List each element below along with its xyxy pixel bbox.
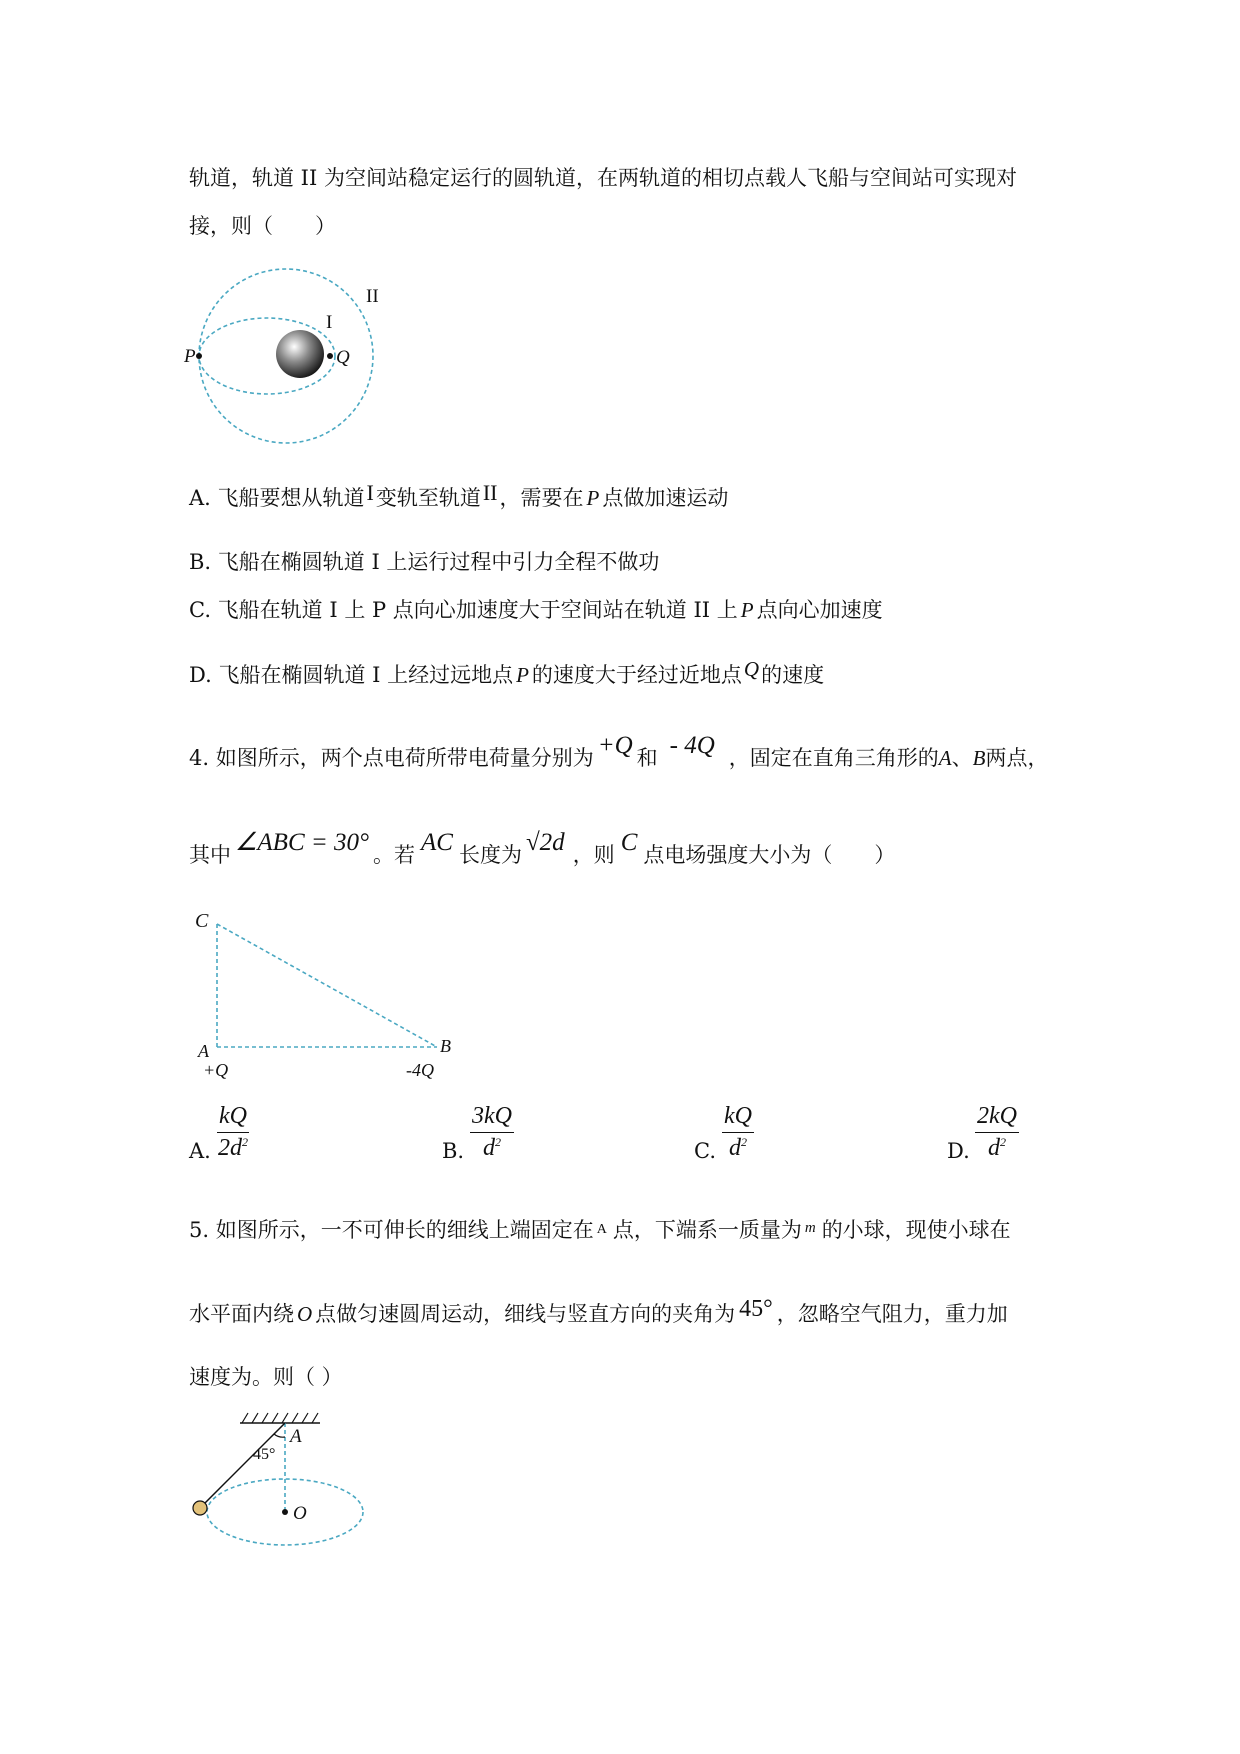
q4-option-a-label: A. bbox=[189, 1139, 211, 1163]
q3-option-d bbox=[189, 657, 825, 687]
q5-stem-s3: 的小球，现使小球在 bbox=[821, 1218, 1011, 1242]
q4-stem-s8: 长度为 bbox=[458, 843, 522, 867]
q5-stem-s5: 点做匀速圆周运动，细线与竖直方向的夹角为 bbox=[315, 1302, 736, 1326]
q4-stem-s6: 其中 bbox=[189, 843, 231, 867]
q4-option-c-fraction bbox=[722, 1103, 754, 1162]
q3-option-c-p: P bbox=[740, 598, 754, 622]
denominator-base: 2d bbox=[217, 1135, 242, 1161]
q5-stem-s6: ，忽略空气阻力，重力加 bbox=[776, 1302, 1008, 1326]
q5-stem-s4: 水平面内绕 bbox=[189, 1302, 294, 1326]
q3-option-c-post: 点向心加速度 bbox=[756, 598, 883, 622]
q4-point-a: A bbox=[938, 746, 952, 770]
q4-charge-2: - 4Q bbox=[669, 732, 715, 759]
q4-stem-line1 bbox=[189, 732, 1049, 770]
triangle-side-cb bbox=[217, 924, 437, 1047]
q5-stem-s1: 5. 如图所示，一不可伸长的细线上端固定在 bbox=[189, 1218, 594, 1242]
q4-stem-s7: 。若 bbox=[373, 843, 415, 867]
q4-stem-s4: 、 bbox=[951, 746, 973, 770]
fraction-numerator: 3kQ bbox=[470, 1103, 514, 1133]
q3-option-a bbox=[189, 480, 729, 510]
angle-label: 45° bbox=[253, 1446, 276, 1463]
q4-stem-s10: 点电场强度大小为（ ） bbox=[643, 843, 896, 867]
center-o-label: O bbox=[293, 1503, 307, 1524]
q4-option-c-label: C. bbox=[694, 1139, 716, 1163]
q3-option-d-mid: 的速度大于经过近地点 bbox=[531, 663, 742, 687]
q5-stem-line2 bbox=[189, 1296, 1008, 1326]
q5-point-o: O bbox=[297, 1302, 313, 1326]
q3-option-a-p: P bbox=[586, 486, 600, 510]
orbit-ii-label: II bbox=[366, 286, 379, 307]
q3-stem-line1: 轨道，轨道 II 为空间站稳定运行的圆轨道，在两轨道的相切点载人飞船与空间站可实现对 bbox=[189, 166, 1017, 190]
q3-option-a-orbit1: I bbox=[366, 480, 374, 505]
q3-option-c-pre: C. 飞船在轨道 I 上 P 点向心加速度大于空间站在轨道 II 上 bbox=[189, 598, 738, 622]
q3-option-a-orbit2: II bbox=[482, 480, 498, 505]
denominator-base: d bbox=[728, 1135, 741, 1161]
point-q-label: Q bbox=[336, 347, 350, 368]
denominator-exponent: 2 bbox=[241, 1135, 248, 1149]
ball bbox=[193, 1501, 207, 1515]
center-o-dot bbox=[282, 1509, 288, 1515]
orbit-i-label: I bbox=[326, 312, 333, 333]
q4-option-b-label: B. bbox=[442, 1139, 465, 1163]
q4-stem-line2 bbox=[189, 829, 896, 867]
point-a-label: A bbox=[290, 1426, 302, 1447]
q3-option-d-post: 的速度 bbox=[761, 663, 825, 687]
point-p-dot bbox=[196, 353, 202, 359]
q4-stem-s3: ，固定在直角三角形的 bbox=[728, 746, 939, 770]
q4-segment-ac: AC bbox=[421, 829, 453, 856]
q5-stem-line1 bbox=[189, 1220, 1011, 1241]
string-line bbox=[201, 1423, 285, 1507]
q5-mass: m bbox=[804, 1220, 816, 1236]
q5-angle: 45° bbox=[739, 1296, 773, 1322]
q4-length: √2d bbox=[525, 829, 565, 856]
vertex-c-label: C bbox=[195, 910, 209, 932]
q3-option-d-pre: D. 飞船在椭圆轨道 I 上经过远地点 bbox=[189, 663, 514, 687]
charge-b-label: -4Q bbox=[406, 1060, 434, 1080]
q4-option-b-fraction bbox=[470, 1103, 514, 1162]
denominator-base: d bbox=[987, 1135, 1000, 1161]
q4-stem-s9: ，则 bbox=[572, 843, 615, 867]
q4-point-c: C bbox=[620, 829, 638, 856]
q5-stem-s2: 点，下端系一质量为 bbox=[612, 1218, 802, 1242]
q5-stem-line3: 速度为。则（ ） bbox=[189, 1365, 343, 1389]
q3-option-b: B. 飞船在椭圆轨道 I 上运行过程中引力全程不做功 bbox=[189, 550, 660, 574]
fraction-numerator: kQ bbox=[217, 1103, 249, 1133]
orbit-diagram bbox=[184, 265, 400, 455]
triangle-diagram bbox=[190, 905, 470, 1080]
fraction-denominator bbox=[217, 1133, 249, 1162]
fraction-denominator bbox=[722, 1133, 754, 1162]
vertex-a-label: A bbox=[198, 1041, 209, 1061]
q4-charge-1: +Q bbox=[597, 732, 633, 759]
charge-a-label: +Q bbox=[203, 1060, 229, 1080]
point-p-label: P bbox=[184, 346, 196, 367]
q4-stem-s2: 和 bbox=[636, 746, 658, 770]
q4-option-d-fraction bbox=[975, 1103, 1019, 1162]
fraction-numerator: kQ bbox=[722, 1103, 754, 1133]
earth-sphere bbox=[276, 330, 324, 378]
q4-point-b: B bbox=[972, 746, 986, 770]
q3-option-a-pre: A. 飞船要想从轨道 bbox=[189, 486, 365, 510]
q3-option-a-mid2: ，需要在 bbox=[499, 486, 584, 510]
q3-option-c bbox=[189, 600, 883, 621]
q5-point-a: A bbox=[596, 1222, 607, 1237]
fraction-denominator bbox=[975, 1133, 1019, 1162]
q3-option-d-p: P bbox=[516, 663, 529, 687]
q3-option-a-post: 点做加速运动 bbox=[602, 486, 729, 510]
ceiling-hatch bbox=[242, 1413, 318, 1423]
conical-pendulum-diagram bbox=[190, 1405, 390, 1555]
denominator-exponent: 2 bbox=[740, 1135, 747, 1149]
q4-stem-s1: 4. 如图所示，两个点电荷所带电荷量分别为 bbox=[189, 746, 594, 770]
angle-arc bbox=[274, 1434, 285, 1437]
q4-option-d-label: D. bbox=[947, 1139, 970, 1163]
q3-stem-line2: 接，则（ ） bbox=[189, 214, 336, 238]
denominator-base: d bbox=[482, 1135, 495, 1161]
q4-option-a-fraction bbox=[217, 1103, 249, 1162]
denominator-exponent: 2 bbox=[494, 1135, 501, 1149]
denominator-exponent: 2 bbox=[999, 1135, 1006, 1149]
fraction-numerator: 2kQ bbox=[975, 1103, 1019, 1133]
point-q-dot bbox=[327, 353, 333, 359]
q4-angle: ∠ABC = 30° bbox=[235, 829, 369, 856]
fraction-denominator bbox=[470, 1133, 514, 1162]
q3-option-d-q: Q bbox=[743, 657, 760, 681]
vertex-b-label: B bbox=[440, 1036, 451, 1056]
q4-stem-s5: 两点， bbox=[985, 746, 1049, 770]
q3-option-a-mid: 变轨至轨道 bbox=[375, 486, 481, 510]
